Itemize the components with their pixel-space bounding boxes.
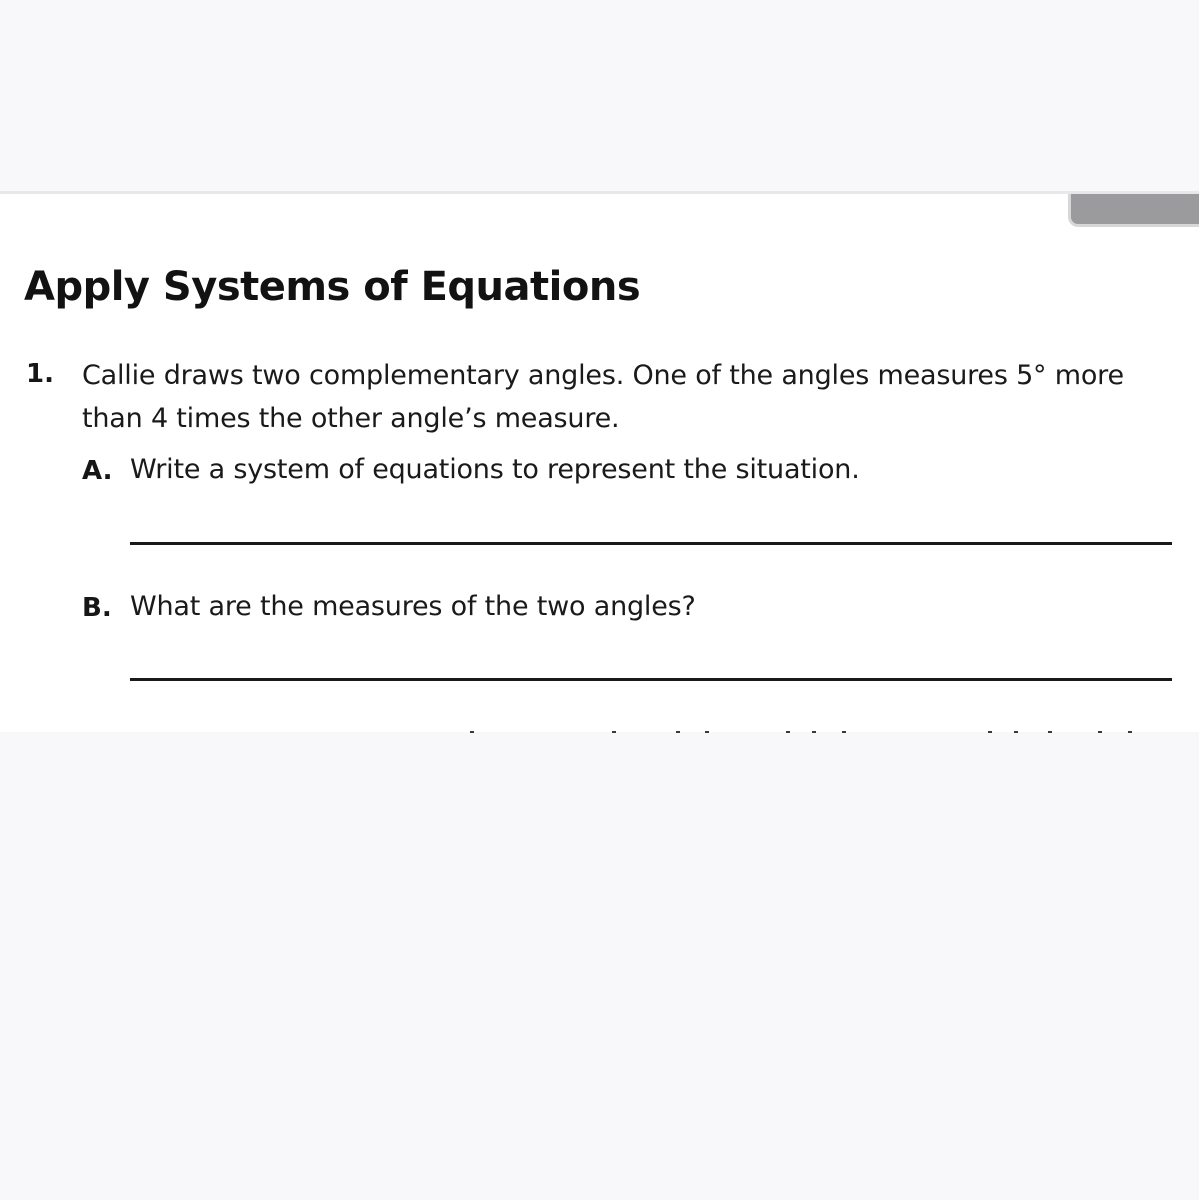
question-number: 1. — [26, 359, 54, 389]
section-heading: Apply Systems of Equations — [24, 264, 641, 310]
part-b-answer-line[interactable] — [130, 678, 1172, 681]
part-a-answer-line[interactable] — [130, 542, 1172, 545]
part-a-text: Write a system of equations to represent the situation. — [130, 454, 860, 485]
part-b-text: What are the measures of the two angles? — [130, 591, 696, 622]
top-blank-area — [0, 0, 1199, 193]
question-text: Callie draws two complementary angles. One of the angles measures 5° more than 4 times the other angle’s measure. — [82, 360, 1124, 434]
bottom-blank-area — [0, 733, 1199, 1200]
worksheet-page — [0, 194, 1199, 732]
page-tab-marker — [1068, 194, 1199, 227]
part-b-label: B. — [82, 593, 112, 623]
part-a-label: A. — [82, 456, 113, 486]
